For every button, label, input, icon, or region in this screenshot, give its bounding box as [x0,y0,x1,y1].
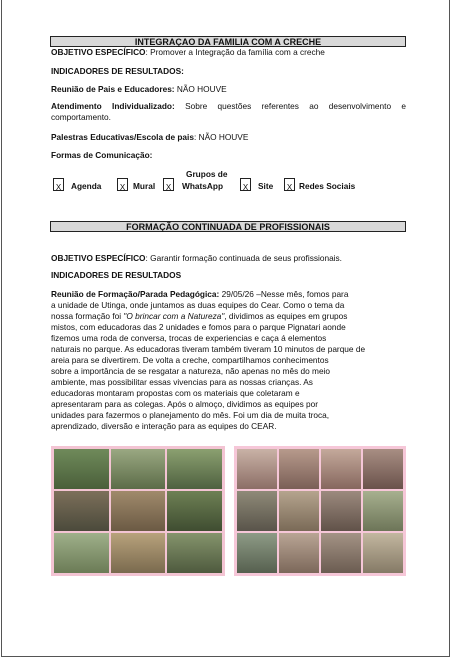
collage-photo [111,533,166,573]
objective-label-2: OBJETIVO ESPECÍFICO [51,253,146,263]
collage-photo [363,449,403,489]
collage-photo [237,449,277,489]
collage-photo [279,491,319,531]
photo-collage-outdoor [51,446,225,576]
collage-photo [167,533,222,573]
meeting-line [51,84,227,95]
report-line: nossa formação foi "O brincar com a Natureza", dividimos as equipes em grupos [51,311,348,321]
collage-photo [321,533,361,573]
mural-checkbox[interactable]: X [117,178,128,191]
report-line: mistos, com educadoras das 2 unidades e fomos para o parque Pignatari aonde [51,322,346,332]
collage-photo [237,533,277,573]
collage-photo [167,491,222,531]
objective-line-2 [51,253,342,264]
collage-photo [54,533,109,573]
collage-photo [321,491,361,531]
indicators-heading-2: INDICADORES DE RESULTADOS [51,270,182,280]
collage-photo [167,449,222,489]
collage-photo [111,491,166,531]
meeting-value: NÃO HOUVE [174,84,227,94]
whatsapp-label-line2: WhatsApp [182,181,224,191]
individual-label: Atendimento Individualizado: [51,101,175,111]
social-label: Redes Sociais [299,181,356,191]
objective-label: OBJETIVO ESPECÍFICO [51,47,146,57]
mural-label: Mural [133,181,156,191]
site-checkbox[interactable]: X [240,178,251,191]
report-line: Reunião de Formação/Parada Pedagógica: 29/05/26 –Nesse mês, fomos para [51,289,349,299]
lectures-value: : NÃO HOUVE [193,132,249,142]
report-line: fizemos uma roda de conversa, trocas de experiencias e caça á elementos [51,333,327,343]
report-line: educadoras montaram propostas com os materiais que coletaram e [51,388,300,398]
collage-photo [363,533,403,573]
photo-collage-indoor [234,446,406,576]
agenda-checkbox[interactable]: X [53,178,64,191]
collage-photo [237,491,277,531]
report-label: Reunião de Formação/Parada Pedagógica: [51,289,220,299]
objective-text: : Promover a Integração da família com a creche [145,47,325,57]
individual-paragraph [51,101,406,123]
communication-heading: Formas de Comunicação: [51,150,153,160]
lectures-label: Palestras Educativas/Escola de pais [51,132,194,142]
collage-photo [279,533,319,573]
report-line: areia para se divertirem. De volta a creche, compartilhamos conhecimentos [51,355,329,365]
report-line: unidades para fazermos o planejamento do mês. Foi um dia de muita troca, [51,410,330,420]
report-line: ambiente, mas possibilitar essas vivencias para as nossas crianças. As [51,377,313,387]
collage-photo [321,449,361,489]
report-line: apresentaram para as colegas. Após o almoço, dividimos as equipes por [51,399,319,409]
objective-text-2: : Garantir formação continuada de seus profissionais. [145,253,342,263]
site-label: Site [258,181,274,191]
training-report [51,289,406,432]
report-line: a unidade de Utinga, onde juntamos as duas equipes do Cear. Como o tema da [51,300,345,310]
collage-photo [363,491,403,531]
individual-value: Sobre questões referentes ao desenvolvimento e comportamento. [51,101,407,122]
lectures-line [51,132,248,143]
section-title-family: INTEGRAÇAO DA FAMILIA COM A CRECHE [50,36,406,47]
social-checkbox[interactable]: X [284,178,295,191]
collage-photo [111,449,166,489]
collage-photo [54,449,109,489]
collage-photo [54,491,109,531]
whatsapp-label-line1: Grupos de [186,169,228,179]
meeting-label: Reunião de Pais e Educadores: [51,84,175,94]
report-line: aprendizado, diversão e interação para as equipes do CEAR. [51,421,277,431]
objective-line-1 [51,47,325,58]
report-line: naturais no parque. As educadoras tiveram também tiveram 10 minutos de parque de [51,344,366,354]
indicators-heading-1: INDICADORES DE RESULTADOS: [51,66,184,76]
section-title-training: FORMAÇÃO CONTINUADA DE PROFISSIONAIS [50,221,406,232]
agenda-label: Agenda [71,181,102,191]
collage-photo [279,449,319,489]
whatsapp-checkbox[interactable]: X [163,178,174,191]
report-line: sobre a importância de se resgatar a natureza, não apenas no mês do meio [51,366,331,376]
